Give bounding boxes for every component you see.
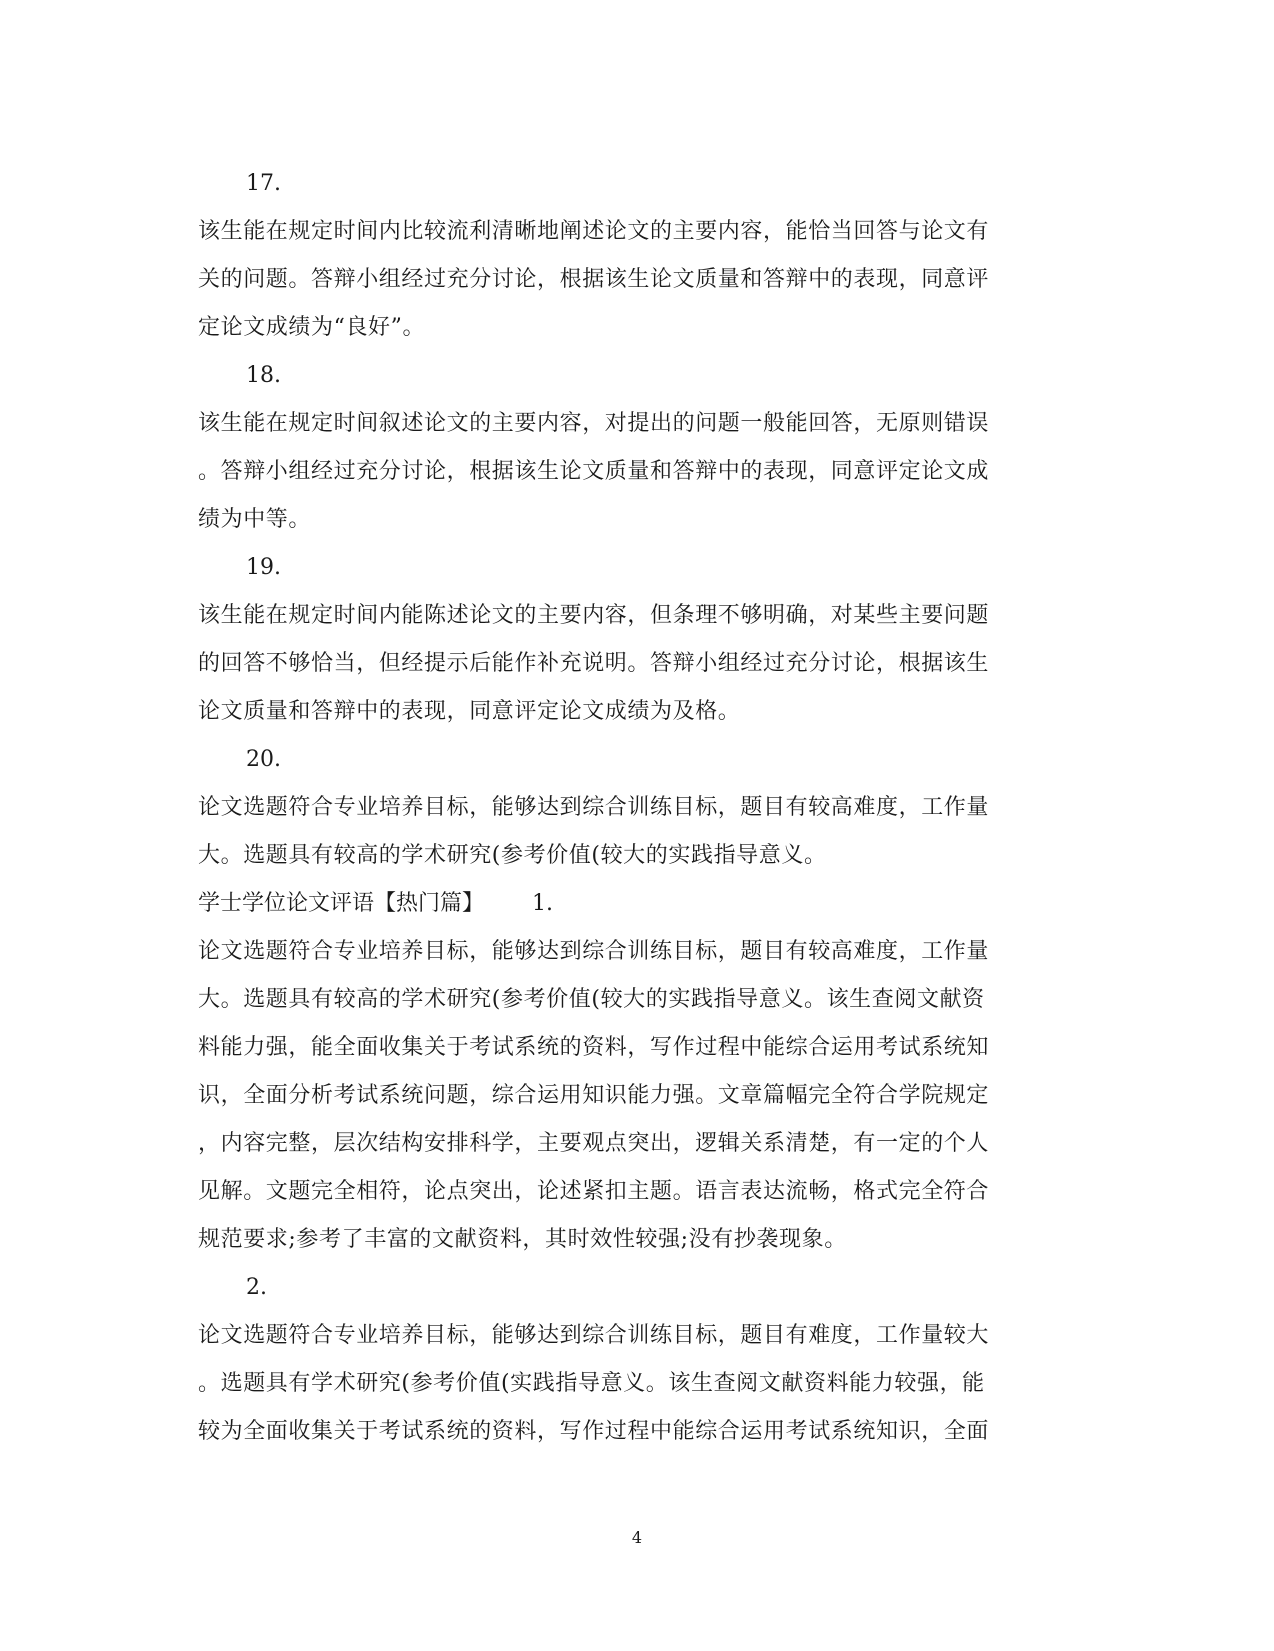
section-heading	[198, 880, 1078, 928]
item-number: 18.	[246, 363, 281, 388]
item-number: 17.	[246, 171, 281, 196]
paragraph-line: 规范要求;参考了丰富的文献资料，其时效性较强;没有抄袭现象。	[198, 1227, 847, 1252]
section-title: 学士学位论文评语【热门篇】	[198, 891, 485, 916]
paragraph-line: 定论文成绩为“良好”。	[198, 315, 426, 340]
item-number: 2.	[246, 1275, 267, 1300]
paragraph-line: 论文选题符合专业培养目标，能够达到综合训练目标，题目有较高难度，工作量	[198, 795, 990, 820]
paragraph-line: 该生能在规定时间叙述论文的主要内容，对提出的问题一般能回答，无原则错误	[198, 411, 990, 436]
paragraph-line: 论文选题符合专业培养目标，能够达到综合训练目标，题目有较高难度，工作量	[198, 939, 990, 964]
paragraph-line: 料能力强，能全面收集关于考试系统的资料，写作过程中能综合运用考试系统知	[198, 1035, 990, 1060]
item-number: 19.	[246, 555, 281, 580]
paragraph-line: 论文选题符合专业培养目标，能够达到综合训练目标，题目有难度，工作量较大	[198, 1323, 990, 1348]
paragraph-line: 较为全面收集关于考试系统的资料，写作过程中能综合运用考试系统知识，全面	[198, 1419, 990, 1444]
paragraph-line: 见解。文题完全相符，论点突出，论述紧扣主题。语言表达流畅，格式完全符合	[198, 1179, 990, 1204]
page-number: 4	[631, 1528, 643, 1547]
paragraph-line: 大。选题具有较高的学术研究(参考价值(较大的实践指导意义。	[198, 843, 827, 868]
paragraph-line: 。选题具有学术研究(参考价值(实践指导意义。该生查阅文献资料能力较强，能	[198, 1371, 985, 1396]
item-number: 1.	[532, 891, 554, 916]
paragraph-line: 关的问题。答辩小组经过充分讨论，根据该生论文质量和答辩中的表现，同意评	[198, 267, 990, 292]
paragraph-line: 的回答不够恰当，但经提示后能作补充说明。答辩小组经过充分讨论，根据该生	[198, 651, 990, 676]
paragraph-line: 大。选题具有较高的学术研究(参考价值(较大的实践指导意义。该生查阅文献资	[198, 987, 985, 1012]
paragraph-line: 绩为中等。	[198, 507, 312, 532]
paragraph-line: 该生能在规定时间内能陈述论文的主要内容，但条理不够明确，对某些主要问题	[198, 603, 990, 628]
paragraph-line: 该生能在规定时间内比较流利清晰地阐述论文的主要内容，能恰当回答与论文有	[198, 219, 990, 244]
document-body	[198, 160, 1078, 1456]
paragraph-line: ，内容完整，层次结构安排科学，主要观点突出，逻辑关系清楚，有一定的个人	[198, 1131, 990, 1156]
item-number: 20.	[246, 747, 281, 772]
paragraph-line: 识，全面分析考试系统问题，综合运用知识能力强。文章篇幅完全符合学院规定	[198, 1083, 990, 1108]
paragraph-line: 论文质量和答辩中的表现，同意评定论文成绩为及格。	[198, 699, 741, 724]
paragraph-line: 。答辩小组经过充分讨论，根据该生论文质量和答辩中的表现，同意评定论文成	[198, 459, 990, 484]
